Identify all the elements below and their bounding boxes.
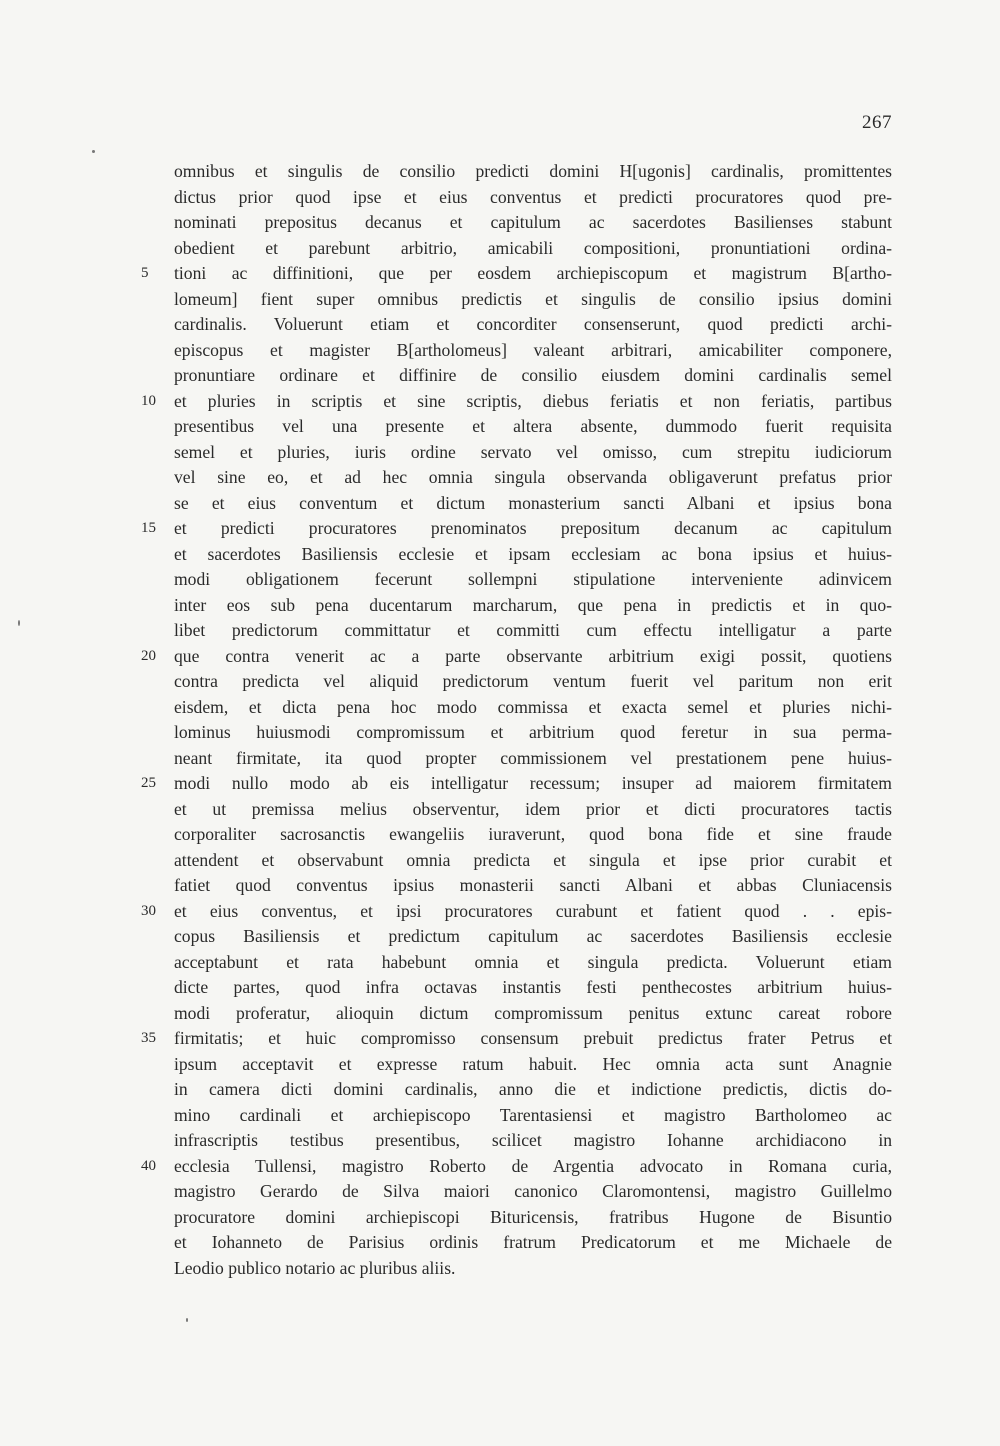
- line-text: et sacerdotes Basiliensis ecclesie et ipsam ecclesiam ac bona ipsius et huius-: [174, 543, 892, 564]
- line-number: 5: [141, 265, 149, 281]
- line-text: acceptabunt et rata habebunt omnia et singula predicta. Voluerunt etiam: [174, 951, 892, 972]
- text-line: [174, 414, 892, 440]
- line-text: modi nullo modo ab eis intelligatur recessum; insuper ad maiorem firmitatem: [174, 773, 892, 793]
- line-text: libet predictorum committatur et committi cum effectu intelligatur a parte: [174, 620, 892, 640]
- line-text: modi obligationem fecerunt sollempni stipulatione interveniente adinvicem: [174, 569, 892, 589]
- text-line: [174, 1179, 892, 1205]
- line-text: tioni ac diffinitioni, que per eosdem archiepiscopum et magistrum B[artho-: [174, 263, 892, 283]
- text-line: [174, 1103, 892, 1129]
- text-line: [174, 338, 892, 364]
- line-text: vel sine eo, et ad hec omnia singula observanda obligaverunt prefatus prior: [174, 467, 892, 487]
- text-line: [174, 1001, 892, 1027]
- line-number: 10: [141, 392, 156, 409]
- line-text: presentibus vel una presente et altera absente, dummodo fuerit requisita: [174, 416, 892, 436]
- line-text: et pluries in scriptis et sine scriptis, diebus feriatis et non feriatis, partibus: [174, 390, 892, 411]
- text-line: [174, 491, 892, 517]
- line-text: neant firmitate, ita quod propter commissionem vel prestationem pene huius-: [174, 747, 892, 768]
- line-text: dicte partes, quod infra octavas instantis festi penthecostes arbitrium huius-: [174, 977, 892, 997]
- page-number: 267: [862, 112, 892, 133]
- text-line: [174, 1128, 892, 1154]
- text-line: [174, 720, 892, 746]
- line-text: infrascriptis testibus presentibus, scilicet magistro Iohanne archidiacono in: [174, 1130, 892, 1150]
- scan-speck: [18, 620, 20, 626]
- text-line: [174, 975, 892, 1001]
- line-number: 20: [141, 647, 156, 664]
- line-number: 40: [141, 1157, 156, 1174]
- text-line: [174, 236, 892, 262]
- line-number: 30: [141, 902, 156, 919]
- line-text: inter eos sub pena ducentarum marcharum, que pena in predictis et in quo-: [174, 594, 892, 615]
- text-line: [174, 567, 892, 593]
- scan-speck: [92, 150, 95, 153]
- line-number: 25: [141, 775, 156, 791]
- line-text: obedient et parebunt arbitrio, amicabili compositioni, pronuntiationi ordina-: [174, 237, 892, 258]
- text-line: [174, 924, 892, 950]
- line-text: copus Basiliensis et predictum capitulum ac sacerdotes Basiliensis ecclesie: [174, 926, 892, 946]
- text-line: [141, 644, 892, 670]
- line-number: 15: [141, 520, 156, 536]
- text-line: [141, 1026, 892, 1052]
- text-line: [174, 159, 892, 185]
- line-text: se et eius conventum et dictum monasterium sancti Albani et ipsius bona: [174, 492, 892, 513]
- line-text: nominati prepositus decanus et capitulum ac sacerdotes Basilienses stabunt: [174, 212, 892, 232]
- text-line: [174, 1077, 892, 1103]
- text-line: [174, 873, 892, 899]
- text-line: [174, 440, 892, 466]
- text-line: [174, 210, 892, 236]
- text-line: [174, 822, 892, 848]
- text-line: [174, 363, 892, 389]
- text-line: [174, 185, 892, 211]
- text-line: [141, 261, 892, 287]
- text-line: [174, 950, 892, 976]
- text-line: [141, 516, 892, 542]
- text-line: [174, 669, 892, 695]
- line-text: cardinalis. Voluerunt etiam et concorditer consenserunt, quod predicti archi-: [174, 314, 892, 334]
- line-text: que contra venerit ac a parte observante arbitrium exigi possit, quotiens: [174, 645, 892, 666]
- line-text: eisdem, et dicta pena hoc modo commissa et exacta semel et pluries nichi-: [174, 696, 892, 717]
- body-text: [141, 159, 892, 1281]
- line-text: fatiet quod conventus ipsius monasterii sancti Albani et abbas Cluniacensis: [174, 875, 892, 895]
- line-text: mino cardinali et archiepiscopo Tarentasiensi et magistro Bartholomeo ac: [174, 1104, 892, 1125]
- text-line: [174, 312, 892, 338]
- text-line: [174, 465, 892, 491]
- text-line: [141, 771, 892, 797]
- text-line: [174, 287, 892, 313]
- line-text: lomeum] fient super omnibus predictis et singulis de consilio ipsius domini: [174, 288, 892, 309]
- text-line: [174, 695, 892, 721]
- line-text: ipsum acceptavit et expresse ratum habuit. Hec omnia acta sunt Anagnie: [174, 1053, 892, 1074]
- line-text: ecclesia Tullensi, magistro Roberto de Argentia advocato in Romana curia,: [174, 1155, 892, 1176]
- line-text: attendent et observabunt omnia predicta et singula et ipse prior curabit et: [174, 849, 892, 870]
- text-line: [141, 1154, 892, 1180]
- line-text: et ut premissa melius observentur, idem prior et dicti procuratores tactis: [174, 798, 892, 819]
- line-text: lominus huiusmodi compromissum et arbitrium quod feretur in sua perma-: [174, 722, 892, 742]
- scan-speck: [186, 1318, 188, 1322]
- line-text: semel et pluries, iuris ordine servato vel omisso, cum strepitu iudiciorum: [174, 441, 892, 462]
- text-line: [174, 618, 892, 644]
- line-text: omnibus et singulis de consilio predicti domini H[ugonis] cardinalis, promittentes: [174, 161, 892, 181]
- text-line: [174, 593, 892, 619]
- line-text: firmitatis; et huic compromisso consensum prebuit predictus frater Petrus et: [174, 1028, 892, 1048]
- text-line: [174, 1205, 892, 1231]
- line-text: dictus prior quod ipse et eius conventus et predicti procuratores quod pre-: [174, 186, 892, 207]
- text-line: [174, 1256, 892, 1282]
- line-number: 35: [141, 1030, 156, 1046]
- line-text: in camera dicti domini cardinalis, anno die et indictione predictis, dictis do-: [174, 1079, 892, 1099]
- line-text: Leodio publico notario ac pluribus aliis.: [174, 1257, 456, 1278]
- text-line: [141, 899, 892, 925]
- line-text: modi proferatur, alioquin dictum compromissum penitus extunc careat robore: [174, 1002, 892, 1023]
- line-text: corporaliter sacrosanctis ewangeliis iuraverunt, quod bona fide et sine fraude: [174, 824, 892, 844]
- text-line: [141, 389, 892, 415]
- text-line: [174, 542, 892, 568]
- line-text: pronuntiare ordinare et diffinire de consilio eiusdem domini cardinalis semel: [174, 365, 892, 385]
- text-line: [174, 848, 892, 874]
- text-line: [174, 1230, 892, 1256]
- line-text: episcopus et magister B[artholomeus] valeant arbitrari, amicabiliter componere,: [174, 339, 892, 360]
- line-text: contra predicta vel aliquid predictorum ventum fuerit vel paritum non erit: [174, 671, 892, 691]
- line-text: magistro Gerardo de Silva maiori canonico Claromontensi, magistro Guillelmo: [174, 1181, 892, 1201]
- text-line: [174, 1052, 892, 1078]
- line-text: et Iohanneto de Parisius ordinis fratrum Predicatorum et me Michaele de: [174, 1232, 892, 1252]
- text-line: [174, 797, 892, 823]
- line-text: et predicti procuratores prenominatos prepositum decanum ac capitulum: [174, 518, 892, 538]
- text-line: [174, 746, 892, 772]
- line-text: procuratore domini archiepiscopi Bituricensis, fratribus Hugone de Bisuntio: [174, 1206, 892, 1227]
- line-text: et eius conventus, et ipsi procuratores curabunt et fatient quod . . epis-: [174, 900, 892, 921]
